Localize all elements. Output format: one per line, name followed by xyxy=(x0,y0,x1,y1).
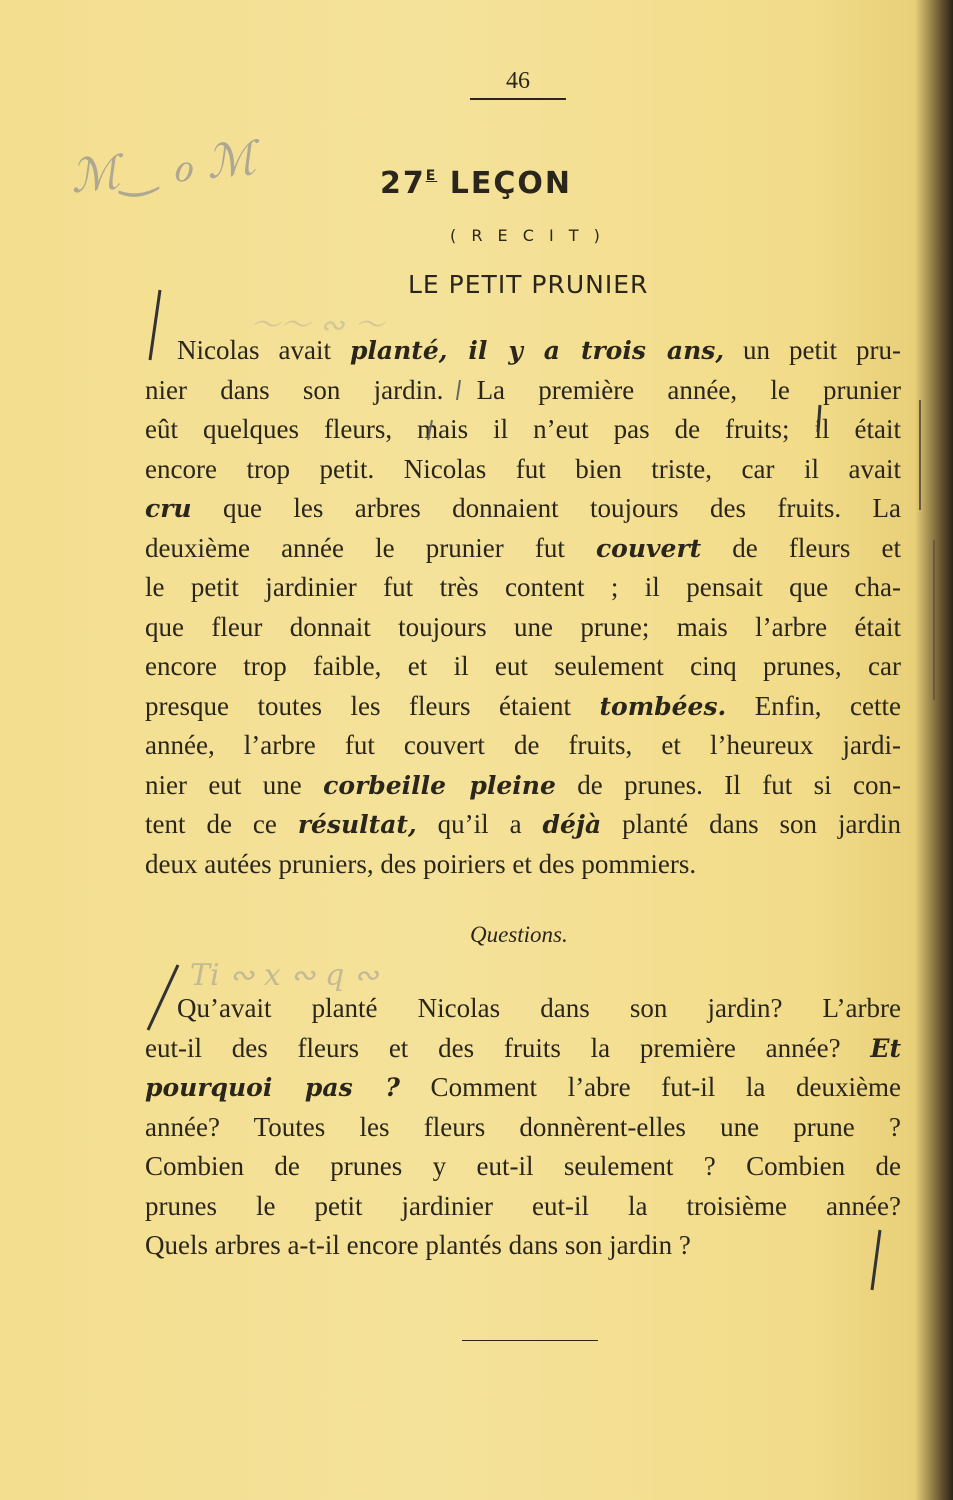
lesson-word: LEÇON xyxy=(449,166,573,201)
emphasized-phrase: déjà xyxy=(542,810,602,839)
pencil-bracket-story-top xyxy=(150,290,160,360)
emphasized-phrase: résultat, xyxy=(297,810,417,839)
text-run: deuxième année le prunier fut xyxy=(145,532,596,563)
text-run: qu’il a xyxy=(416,809,543,839)
lesson-superscript: E xyxy=(425,168,438,184)
faint-bleed-through-scribble: ～～ ∾ ～ xyxy=(250,308,385,343)
text-run: tent de ce xyxy=(145,809,298,839)
text-run: Nicolas avait xyxy=(177,335,350,365)
story-title: LE PETIT PRUNIER xyxy=(408,270,649,299)
text-run: Qu’avait planté Nicolas dans son jardin? L’arbre xyxy=(177,993,901,1023)
text-run: Comment l’abre fut-il la deuxième xyxy=(399,1072,901,1102)
text-run: encore trop faible, et il eut seulement cinq prunes, car xyxy=(145,651,901,681)
emphasized-phrase: planté, il y a trois ans, xyxy=(349,336,725,365)
pencil-bracket-questions xyxy=(148,965,178,1030)
text-run: nier eut une xyxy=(145,769,324,800)
questions-heading: Questions. xyxy=(470,922,568,947)
pencil-tick-jardin xyxy=(457,380,460,400)
text-run: eut-il des fleurs et des fruits la première année? xyxy=(145,1032,871,1063)
text-run: presque toutes les fleurs étaient xyxy=(145,690,600,721)
text-run: prunes le petit jardinier eut-il la troisième année? xyxy=(145,1190,901,1221)
text-run: nier dans son jardin. La première année, le prunier xyxy=(145,374,901,405)
text-run: que les arbres donnaient toujours des fruits. La xyxy=(191,493,901,523)
pencil-annotation-scribble: ℳ‿ ℴ ℳ xyxy=(67,130,259,204)
text-run: Enfin, cette xyxy=(726,690,901,721)
emphasized-phrase: cru xyxy=(145,494,192,523)
emphasized-phrase: pourquoi pas ? xyxy=(145,1073,400,1102)
text-run: planté dans son jardin xyxy=(601,809,901,839)
text-run: année, l’arbre fut couvert de fruits, et l’heureux jardi- xyxy=(145,730,901,760)
emphasized-phrase: couvert xyxy=(595,533,702,563)
lesson-subtitle: ( R E C I T ) xyxy=(450,226,605,245)
text-run: de fleurs et xyxy=(701,532,901,563)
emphasized-phrase: corbeille pleine xyxy=(323,770,556,800)
page-number: 46 xyxy=(506,68,530,94)
pencil-tick-fleurs xyxy=(428,420,432,440)
text-run: de prunes. Il fut si con- xyxy=(555,769,901,800)
pencil-mark-end xyxy=(872,1230,880,1290)
text-run: Quels arbres a-t-il encore plantés dans son jardin ? xyxy=(145,1230,691,1260)
text-run: encore trop petit. Nicolas fut bien triste, car il avait xyxy=(145,453,901,484)
text-run: deux autées pruniers, des poiriers et des pommiers. xyxy=(145,848,697,879)
lesson-number: 27 xyxy=(380,166,426,201)
emphasized-phrase: Et xyxy=(870,1033,901,1063)
pencil-tick-fruits xyxy=(818,405,820,432)
text-run: année? Toutes les fleurs donnèrent-elles une prune ? xyxy=(145,1111,901,1142)
text-run: le petit jardinier fut très content ; il pensait que cha- xyxy=(145,572,901,602)
faint-pencil-note: Ti ∾ x ∾ q ∾ xyxy=(190,958,379,993)
text-run: que fleur donnait toujours une prune; mais l’arbre était xyxy=(145,611,901,642)
text-run: un petit pru- xyxy=(724,335,901,365)
text-run: eût quelques fleurs, mais il n’eut pas de fruits; il était xyxy=(145,414,901,444)
text-run: Combien de prunes y eut-il seulement ? Combien de xyxy=(145,1151,901,1181)
emphasized-phrase: tombées. xyxy=(599,691,727,721)
